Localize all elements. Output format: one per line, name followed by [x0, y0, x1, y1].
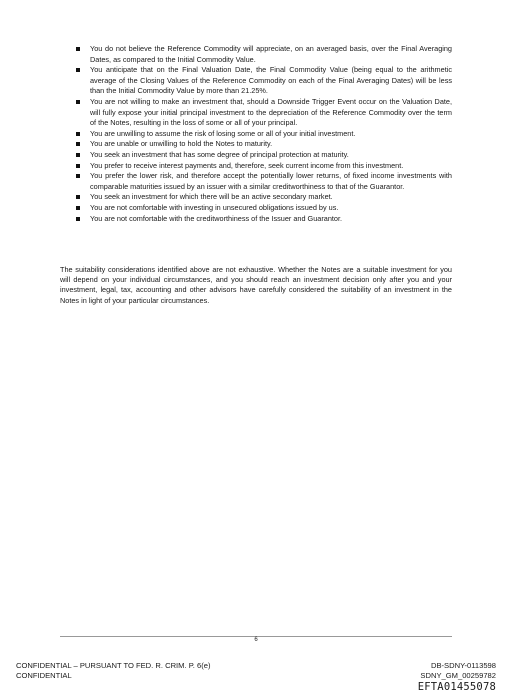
bullet-text: You prefer to receive interest payments and, therefore, seek current income from this investment.	[90, 160, 404, 170]
bullet-text: You seek an investment for which there will be an active secondary market.	[90, 192, 333, 202]
footer-confidential-label: CONFIDENTIAL	[16, 671, 72, 680]
list-item	[76, 171, 452, 192]
list-item	[76, 97, 452, 129]
square-bullet-icon	[76, 164, 80, 168]
list-item	[76, 203, 452, 214]
suitability-bullet-list	[76, 44, 452, 224]
bates-number-sdny: SDNY_GM_00259782	[420, 671, 496, 680]
list-item	[76, 65, 452, 97]
bullet-text: You are unable or unwilling to hold the Notes to maturity.	[90, 139, 273, 149]
square-bullet-icon	[76, 153, 80, 157]
bullet-text: You are not comfortable with investing in unsecured obligations issued by us.	[90, 202, 339, 212]
footer-confidential-block	[16, 661, 211, 681]
footer-bates-block	[418, 661, 496, 693]
square-bullet-icon	[76, 206, 80, 210]
closing-paragraph: The suitability considerations identified above are not exhaustive. Whether the Notes are a suitable investment for you will depend on your individual circumstances, and you should reach an investment decision only after you and your investment, legal, tax, accounting and other advisors have carefully considered the suitability of an investment in the Notes in light of your particular circumstances.	[60, 265, 452, 305]
bullet-text: You anticipate that on the Final Valuation Date, the Final Commodity Value (being equal to the arithmetic average of the Closing Values of the Reference Commodity on each of the Final Averaging Dates) will be less than the Initial Commodity Value by more than 21.25%.	[90, 65, 452, 96]
list-item	[76, 44, 452, 65]
footer-confidential-notice: CONFIDENTIAL – PURSUANT TO FED. R. CRIM. P. 6(e)	[16, 661, 211, 670]
bullet-text: You prefer the lower risk, and therefore accept the potentially lower returns, of fixed income investments with comparable maturities issued by an issuer with a similar creditworthiness to that of the Guarantor.	[90, 171, 452, 191]
bullet-text: You do not believe the Reference Commodity will appreciate, on an averaged basis, over the Final Averaging Dates, as compared to the Initial Commodity Value.	[90, 44, 452, 64]
square-bullet-icon	[76, 47, 80, 51]
square-bullet-icon	[76, 132, 80, 136]
list-item	[76, 192, 452, 203]
bullet-text: You seek an investment that has some degree of principal protection at maturity.	[90, 149, 349, 159]
square-bullet-icon	[76, 195, 80, 199]
list-item	[76, 214, 452, 225]
square-bullet-icon	[76, 100, 80, 104]
square-bullet-icon	[76, 142, 80, 146]
square-bullet-icon	[76, 174, 80, 178]
bullet-text: You are not comfortable with the creditworthiness of the Issuer and Guarantor.	[90, 213, 343, 223]
bates-number-db: DB-SDNY-0113598	[430, 661, 496, 670]
list-item	[76, 129, 452, 140]
square-bullet-icon	[76, 68, 80, 72]
list-item	[76, 139, 452, 150]
bullet-text: You are not willing to make an investment that, should a Downside Trigger Event occur on the Valuation Date, will fully expose your initial principal investment to the depreciation of the Reference Commodity over the term of the Notes, resulting in the loss of some or all of your principal.	[90, 96, 452, 128]
bates-number-efta: EFTA01455078	[417, 681, 496, 693]
list-item	[76, 161, 452, 172]
page-number: 6	[254, 637, 258, 643]
square-bullet-icon	[76, 217, 80, 221]
list-item	[76, 150, 452, 161]
bullet-text: You are unwilling to assume the risk of losing some or all of your initial investment.	[90, 128, 356, 138]
